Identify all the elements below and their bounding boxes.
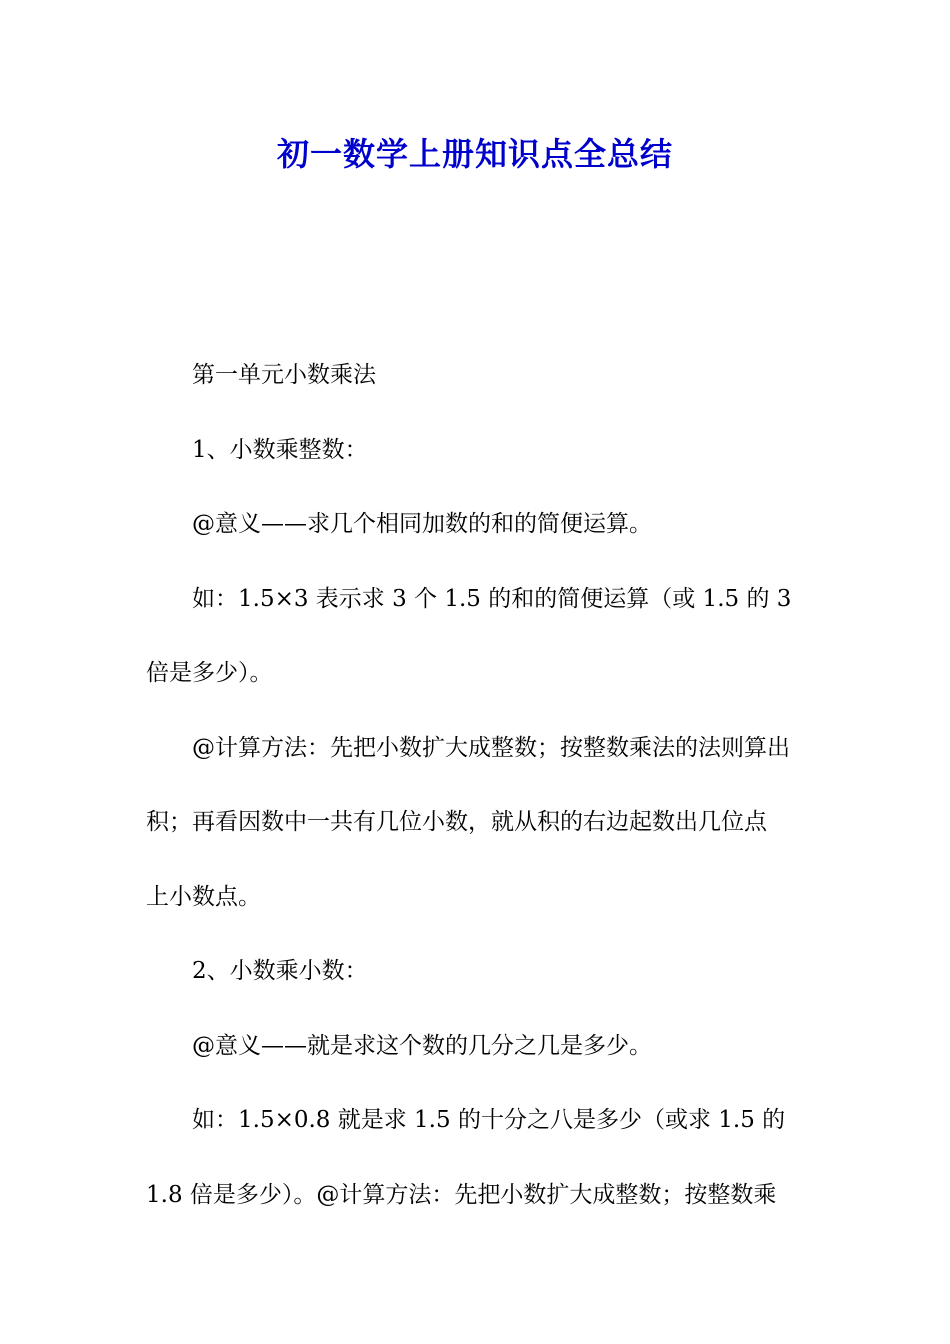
paragraph-line: @计算方法：先把小数扩大成整数；按整数乘法的法则算出 [192, 734, 790, 761]
subsection-heading: 2、小数乘小数： [192, 958, 368, 984]
subsection-heading: 1、小数乘整数： [192, 436, 368, 463]
paragraph-line: @意义——就是求这个数的几分之几是多少。 [192, 1032, 652, 1059]
paragraph-line: 积；再看因数中一共有几位小数，就从积的右边起数出几位点 [146, 809, 767, 835]
section-heading: 第一单元小数乘法 [192, 362, 376, 388]
paragraph-line: 如：1.5×3 表示求 3 个 1.5 的和的简便运算（或 1.5 的 3 [192, 585, 792, 612]
document-body [146, 338, 810, 1232]
paragraph-line: @意义——求几个相同加数的和的简便运算。 [192, 511, 652, 537]
page-title: 初一数学上册知识点全总结 [276, 135, 673, 173]
paragraph-line: 1.8 倍是多少）。@计算方法：先把小数扩大成整数；按整数乘 [146, 1181, 777, 1208]
paragraph-line: 上小数点。 [146, 883, 261, 910]
paragraph-line: 如：1.5×0.8 就是求 1.5 的十分之八是多少（或求 1.5 的 [192, 1107, 786, 1133]
paragraph-line: 倍是多少）。 [146, 660, 273, 686]
